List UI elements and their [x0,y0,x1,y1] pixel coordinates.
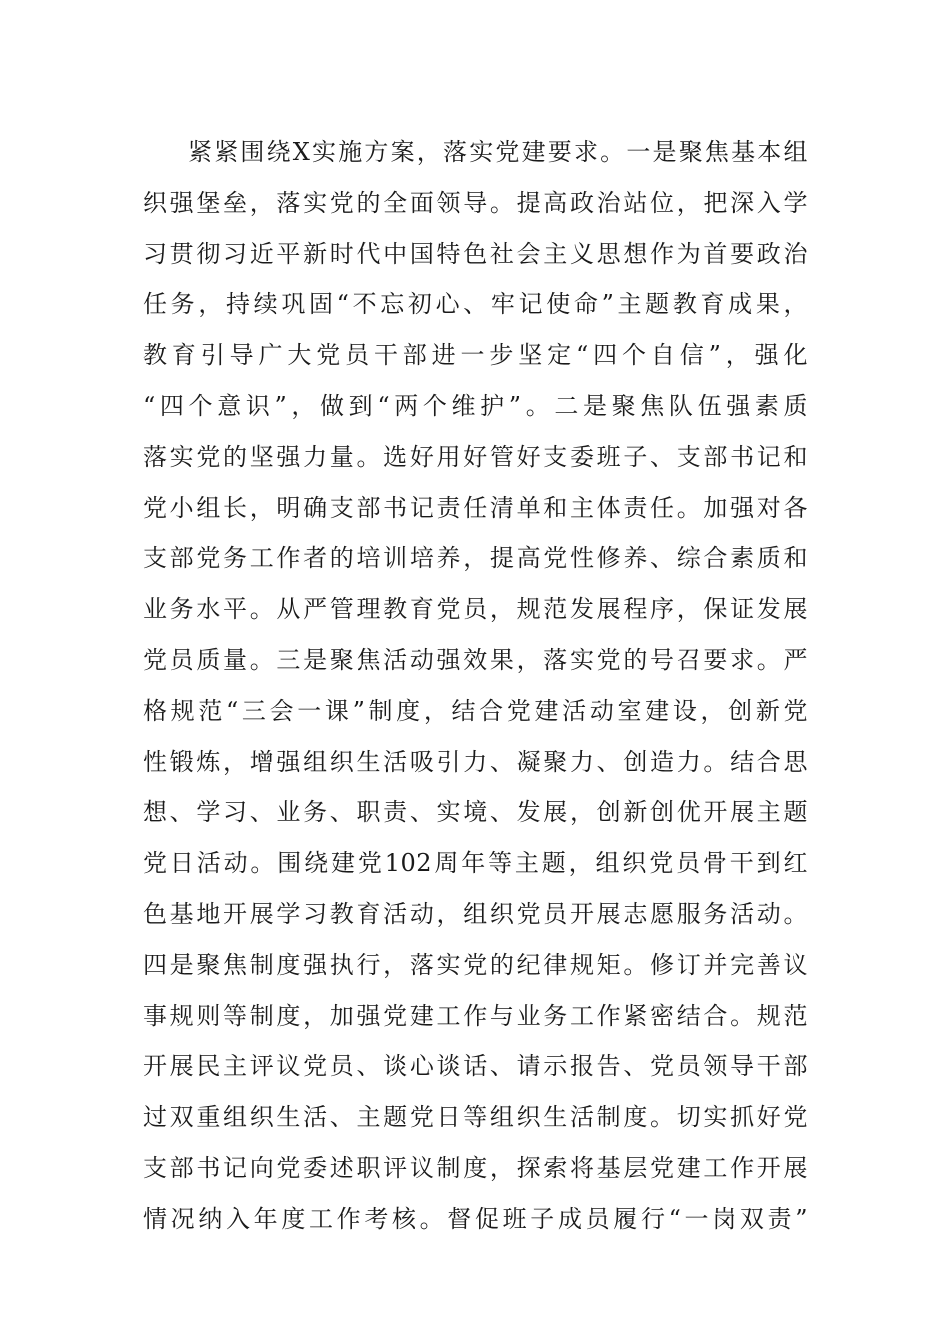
paragraph-line: 性锻炼，增强组织生活吸引力、凝聚力、创造力。结合思 [143,747,808,776]
paragraph-line: 任务，持续巩固“不忘初心、牢记使命”主题教育成果， [143,290,808,319]
paragraph-line: 支部书记向党委述职评议制度，探索将基层党建工作开展 [143,1153,808,1182]
paragraph-line: 格规范“三会一课”制度，结合党建活动室建设，创新党 [143,696,808,725]
body-paragraph [143,127,808,1245]
paragraph-line: 过双重组织生活、主题党日等组织生活制度。切实抓好党 [143,1103,808,1132]
paragraph-line: 色基地开展学习教育活动，组织党员开展志愿服务活动。 [143,899,808,928]
paragraph-line: 支部党务工作者的培训培养，提高党性修养、综合素质和 [143,544,808,573]
paragraph-line: “四个意识”，做到“两个维护”。二是聚焦队伍强素质 [143,391,808,420]
paragraph-line: 党员质量。三是聚焦活动强效果，落实党的号召要求。严 [143,645,808,674]
paragraph-line: 紧紧围绕X实施方案，落实党建要求。一是聚焦基本组 [188,138,808,166]
paragraph-line: 开展民主评议党员、谈心谈话、请示报告、党员领导干部 [143,1052,808,1081]
paragraph-line: 党日活动。围绕建党102周年等主题，组织党员骨干到红 [143,849,808,878]
paragraph-line: 党小组长，明确支部书记责任清单和主体责任。加强对各 [143,493,808,522]
paragraph-line: 事规则等制度，加强党建工作与业务工作紧密结合。规范 [143,1001,808,1030]
paragraph-line: 织强堡垒，落实党的全面领导。提高政治站位，把深入学 [143,188,808,217]
paragraph-line: 落实党的坚强力量。选好用好管好支委班子、支部书记和 [143,442,808,471]
paragraph-line: 想、学习、业务、职责、实境、发展，创新创优开展主题 [143,798,808,827]
paragraph-line: 习贯彻习近平新时代中国特色社会主义思想作为首要政治 [143,239,808,268]
paragraph-line: 情况纳入年度工作考核。督促班子成员履行“一岗双责” [143,1204,808,1233]
paragraph-line: 教育引导广大党员干部进一步坚定“四个自信”，强化 [143,341,808,370]
paragraph-line: 业务水平。从严管理教育党员，规范发展程序，保证发展 [143,595,808,624]
paragraph-line: 四是聚焦制度强执行，落实党的纪律规矩。修订并完善议 [143,950,808,979]
